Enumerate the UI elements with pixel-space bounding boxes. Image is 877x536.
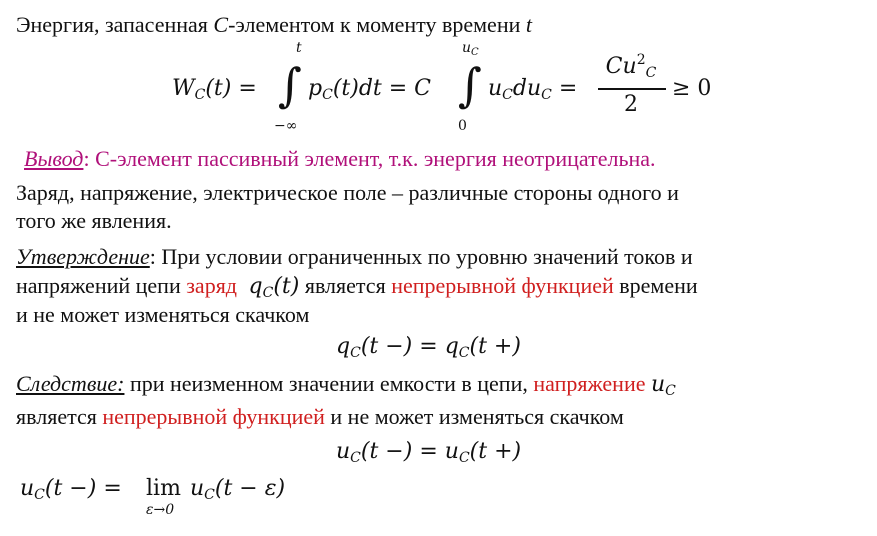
arg: (t −) = (44, 476, 122, 501)
subscript: C (665, 383, 676, 399)
charge-continuity-equation (336, 334, 521, 361)
u-var: u (190, 476, 205, 501)
subscript: C (645, 65, 657, 81)
statement-label: Утверждение (16, 244, 150, 269)
cu: Cu (605, 54, 637, 79)
int1-lower: −∞ (274, 118, 298, 134)
subscript: C (458, 345, 470, 361)
subscript: C (350, 450, 361, 466)
fraction-denominator: 2 (624, 92, 638, 117)
corollary-line2 (16, 404, 624, 430)
c-letter: С (213, 12, 229, 37)
conclusion-line (24, 146, 656, 172)
para1-line2: того же явления. (16, 208, 172, 233)
colon: : (83, 146, 96, 171)
lim-subscript: ε→0 (146, 502, 175, 518)
text: напряжений цепи (16, 273, 187, 298)
q-arg: (t) (273, 274, 300, 299)
voltage-continuity-equation (336, 439, 521, 466)
du: du (512, 76, 542, 101)
p-var: p (308, 76, 323, 101)
statement-text: При условии ограниченных по уровню значений токов и (155, 244, 693, 269)
arg: (t −) = (360, 439, 438, 464)
u-var: u (488, 76, 503, 101)
subscript: C (194, 87, 206, 103)
text: времени (613, 273, 698, 298)
fraction-bar (598, 88, 666, 90)
int2-upper (462, 40, 479, 58)
int2-lower: 0 (458, 118, 467, 134)
subscript: C (322, 87, 333, 103)
lim-operator: lim (146, 476, 181, 501)
arg: (t +) (469, 334, 521, 359)
u-var: u (20, 476, 35, 501)
u-var: u (462, 40, 472, 56)
superscript: 2 (636, 52, 646, 68)
integral-sign: ∫ (458, 58, 482, 112)
text: и не может изменяться скачком (324, 404, 624, 429)
arg: (t −) = (360, 334, 438, 359)
lhs-arg: (t) = (205, 76, 257, 101)
para1-line1: Заряд, напряжение, электрическое поле – различные стороны одного и (16, 180, 679, 205)
corollary-line1 (16, 371, 676, 404)
subscript: C (204, 487, 215, 503)
charge-word: заряд (186, 273, 238, 298)
subscript: C (262, 285, 274, 301)
voltage-word: напряжение (533, 371, 646, 396)
u-var: u (651, 372, 666, 397)
conclusion-label: Вывод (24, 146, 84, 171)
subscript: C (541, 87, 552, 103)
text: является (16, 404, 103, 429)
subscript: C (458, 450, 470, 466)
corollary-text: при неизменном значении емкости в цепи, (124, 371, 534, 396)
q-var: q (444, 334, 459, 359)
arg: (t +) (469, 439, 522, 464)
subscript: C (502, 87, 513, 103)
u-var: u (444, 439, 459, 464)
integrand1-rest: (t)dt = C (332, 76, 431, 101)
q-var: q (336, 334, 351, 359)
corollary-label: Следствие: (16, 371, 125, 396)
statement-line3: и не может изменяться скачком (16, 302, 310, 327)
text: Энергия, запасенная (16, 12, 214, 37)
subscript: C (471, 47, 479, 58)
continuous-function: непрерывной функцией (102, 404, 325, 429)
subscript: C (350, 345, 361, 361)
statement-line1 (16, 244, 693, 270)
text: является (299, 273, 392, 298)
colon: : (149, 244, 156, 269)
energy-heading (16, 12, 532, 38)
integral-sign: ∫ (278, 58, 302, 112)
w-var: W (172, 76, 195, 101)
fraction-numerator (598, 52, 664, 81)
continuous-function: непрерывной функцией (391, 273, 614, 298)
conclusion-text: С-элемент пассивный элемент, т.к. энергия неотрицательна. (95, 146, 656, 171)
equals: = (558, 76, 578, 101)
subscript: C (34, 487, 45, 503)
q-var: q (248, 274, 263, 299)
t-var: t (525, 12, 532, 37)
text: -элементом к моменту времени (228, 12, 526, 37)
ge-zero: ≥ 0 (672, 76, 712, 101)
arg: (t − ε) (214, 476, 286, 501)
int1-upper: t (296, 40, 302, 56)
u-var: u (336, 439, 351, 464)
